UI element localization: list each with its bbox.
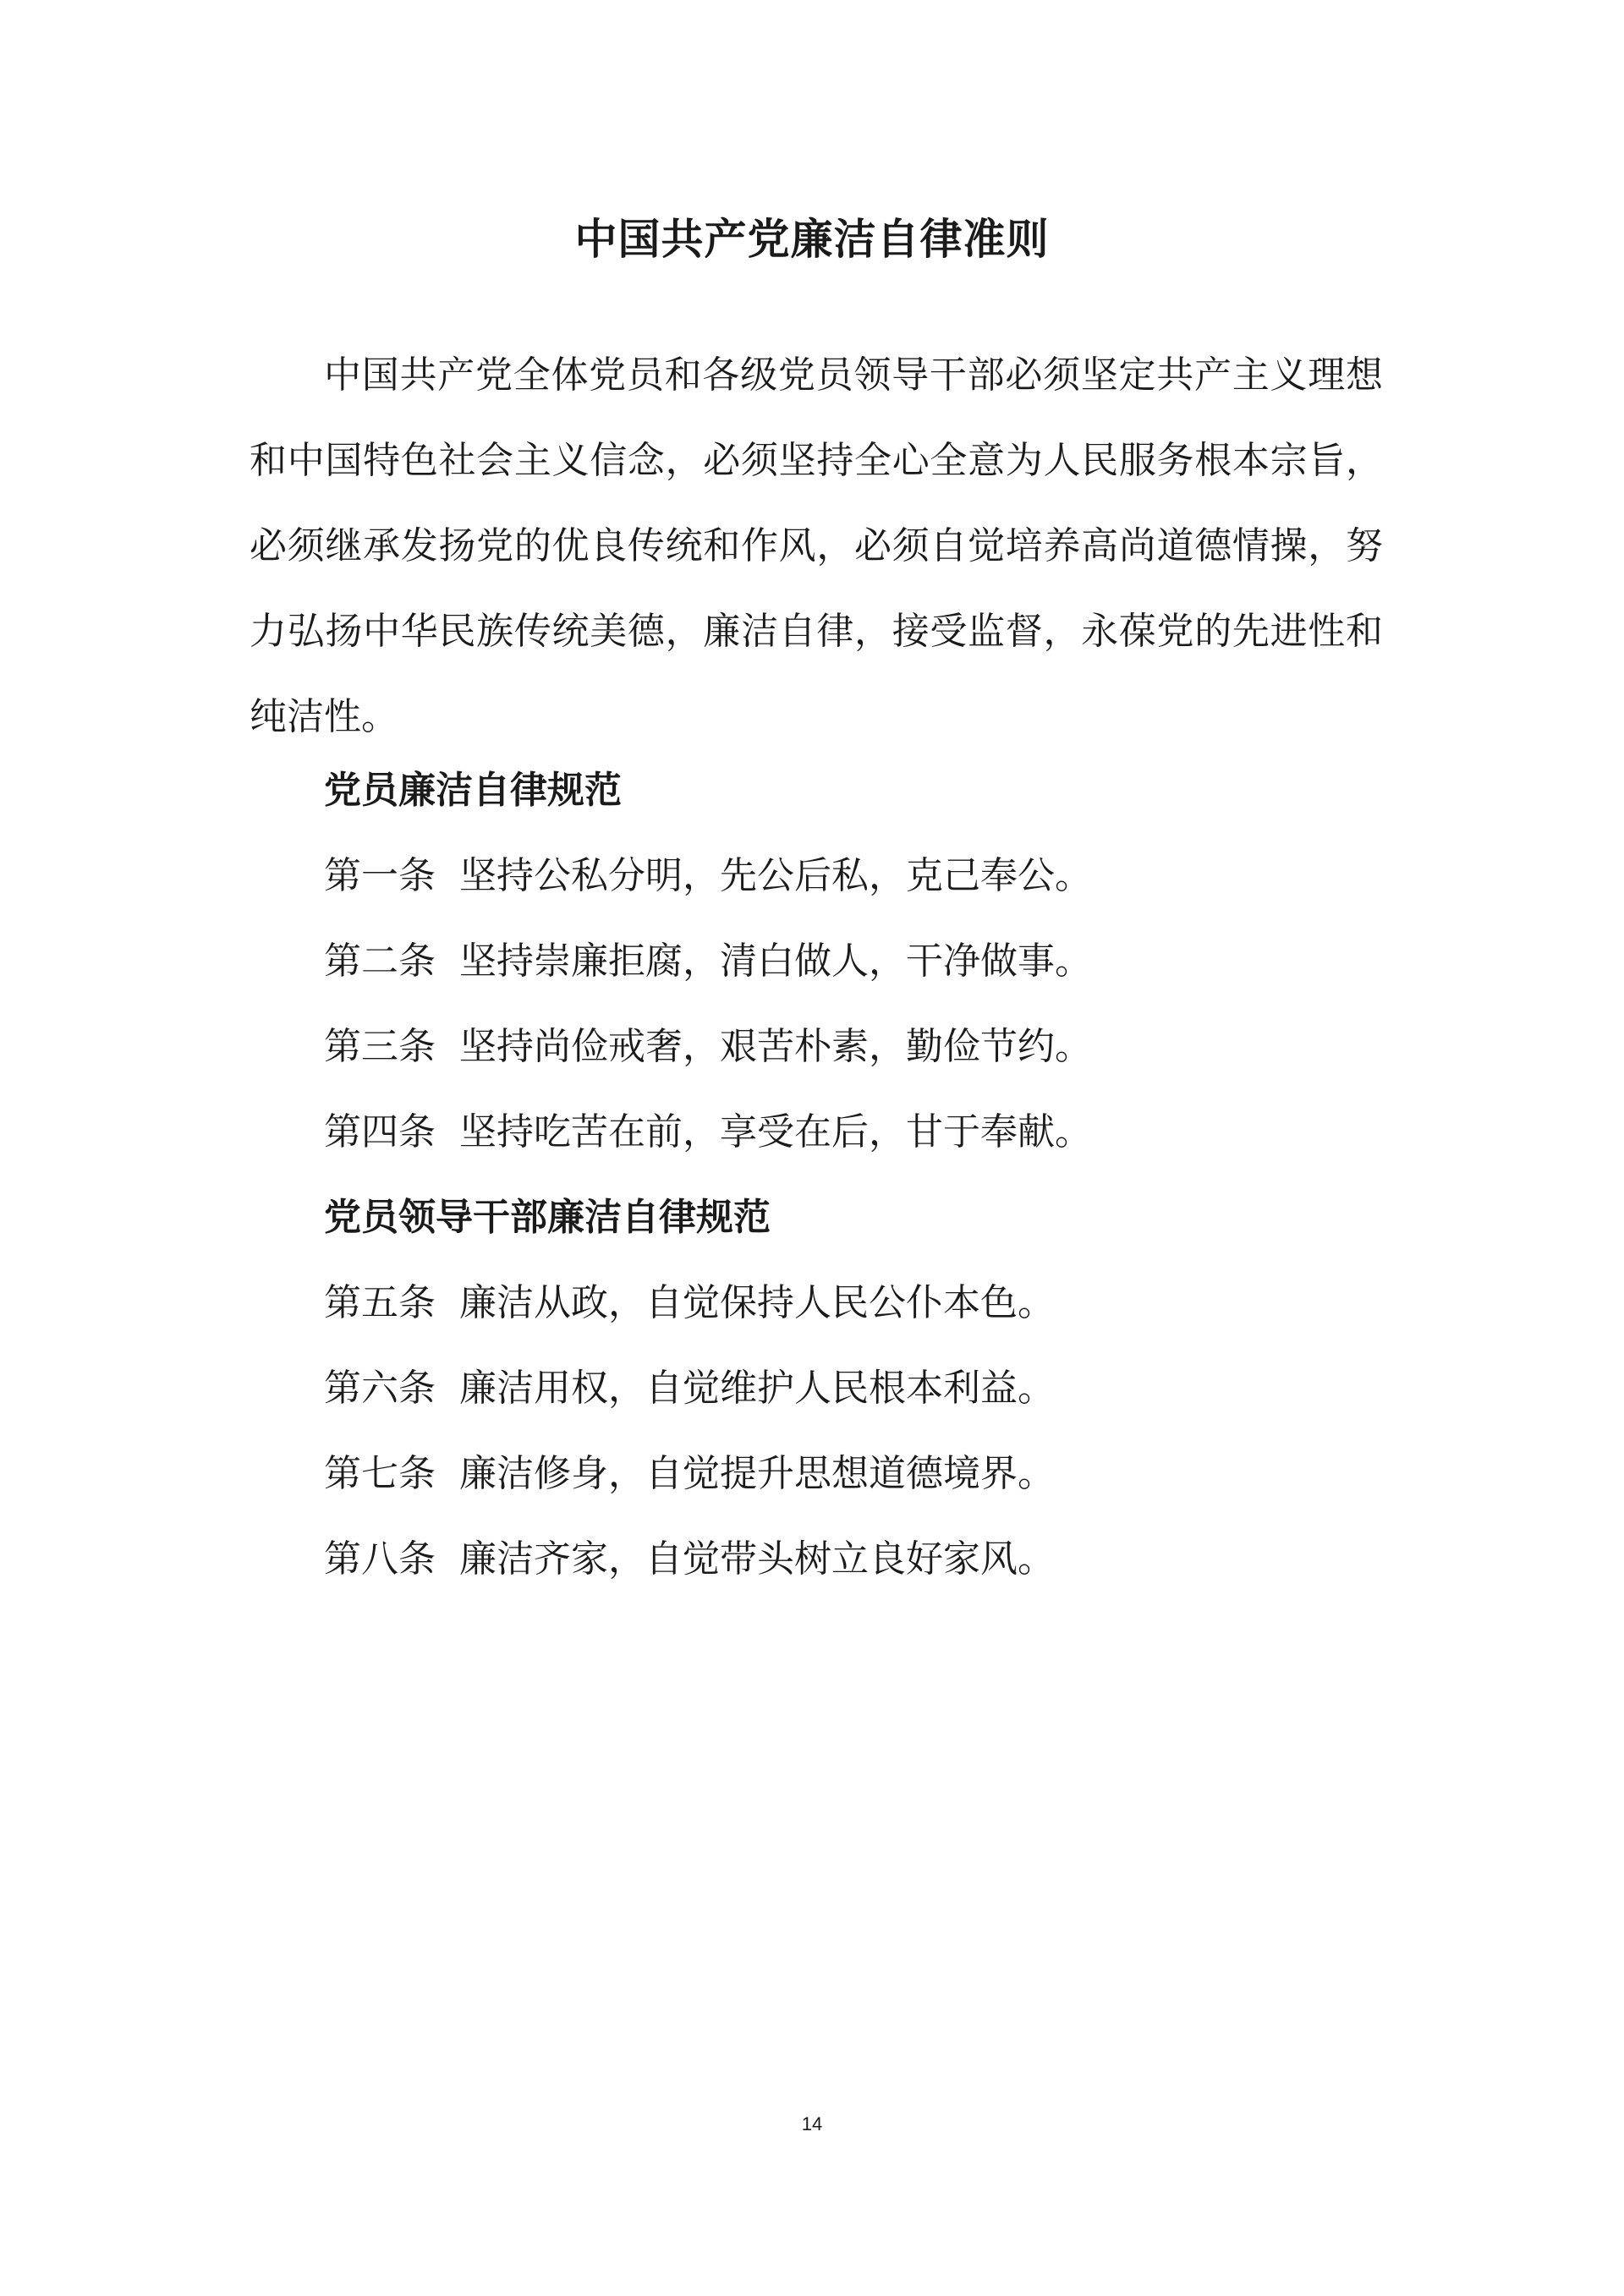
article-5 [324,1278,1055,1329]
article-number: 第四条 [324,1110,436,1153]
document-title: 中国共产党廉洁自律准则 [574,214,1050,264]
article-4 [324,1107,1092,1158]
article-1 [324,851,1092,901]
article-6 [324,1363,1055,1414]
article-7 [324,1449,1055,1499]
article-2 [324,936,1092,987]
intro-paragraph: 中国共产党全体党员和各级党员领导干部必须坚定共产主义理想和中国特色社会主义信念，必须坚持全心全意为人民服务根本宗旨，必须继承发扬党的优良传统和作风，必须自觉培养高尚道德情操，努力弘扬中华民族传统美德，廉洁自律，接受监督，永葆党的先进性和纯洁性。 [250,353,1383,738]
article-number: 第一条 [324,854,436,897]
article-8 [324,1534,1055,1585]
article-text: 坚持公私分明，先公后私，克己奉公。 [459,854,1092,897]
section-heading-leading-cadres: 党员领导干部廉洁自律规范 [324,1196,771,1239]
article-text: 廉洁齐家，自觉带头树立良好家风。 [459,1537,1055,1581]
section-heading-party-members: 党员廉洁自律规范 [324,769,622,812]
article-number: 第六条 [324,1367,436,1410]
article-3 [324,1022,1092,1072]
article-number: 第二条 [324,940,436,983]
article-text: 廉洁修身，自觉提升思想道德境界。 [459,1452,1055,1495]
article-number: 第八条 [324,1537,436,1581]
article-number: 第七条 [324,1452,436,1495]
article-number: 第三条 [324,1025,436,1068]
article-text: 坚持吃苦在前，享受在后，甘于奉献。 [459,1110,1092,1153]
article-text: 廉洁用权，自觉维护人民根本利益。 [459,1367,1055,1410]
article-text: 坚持尚俭戒奢，艰苦朴素，勤俭节约。 [459,1025,1092,1068]
article-text: 坚持崇廉拒腐，清白做人，干净做事。 [459,940,1092,983]
page-number: 14 [801,2113,823,2134]
article-number: 第五条 [324,1281,436,1324]
article-text: 廉洁从政，自觉保持人民公仆本色。 [459,1281,1055,1324]
